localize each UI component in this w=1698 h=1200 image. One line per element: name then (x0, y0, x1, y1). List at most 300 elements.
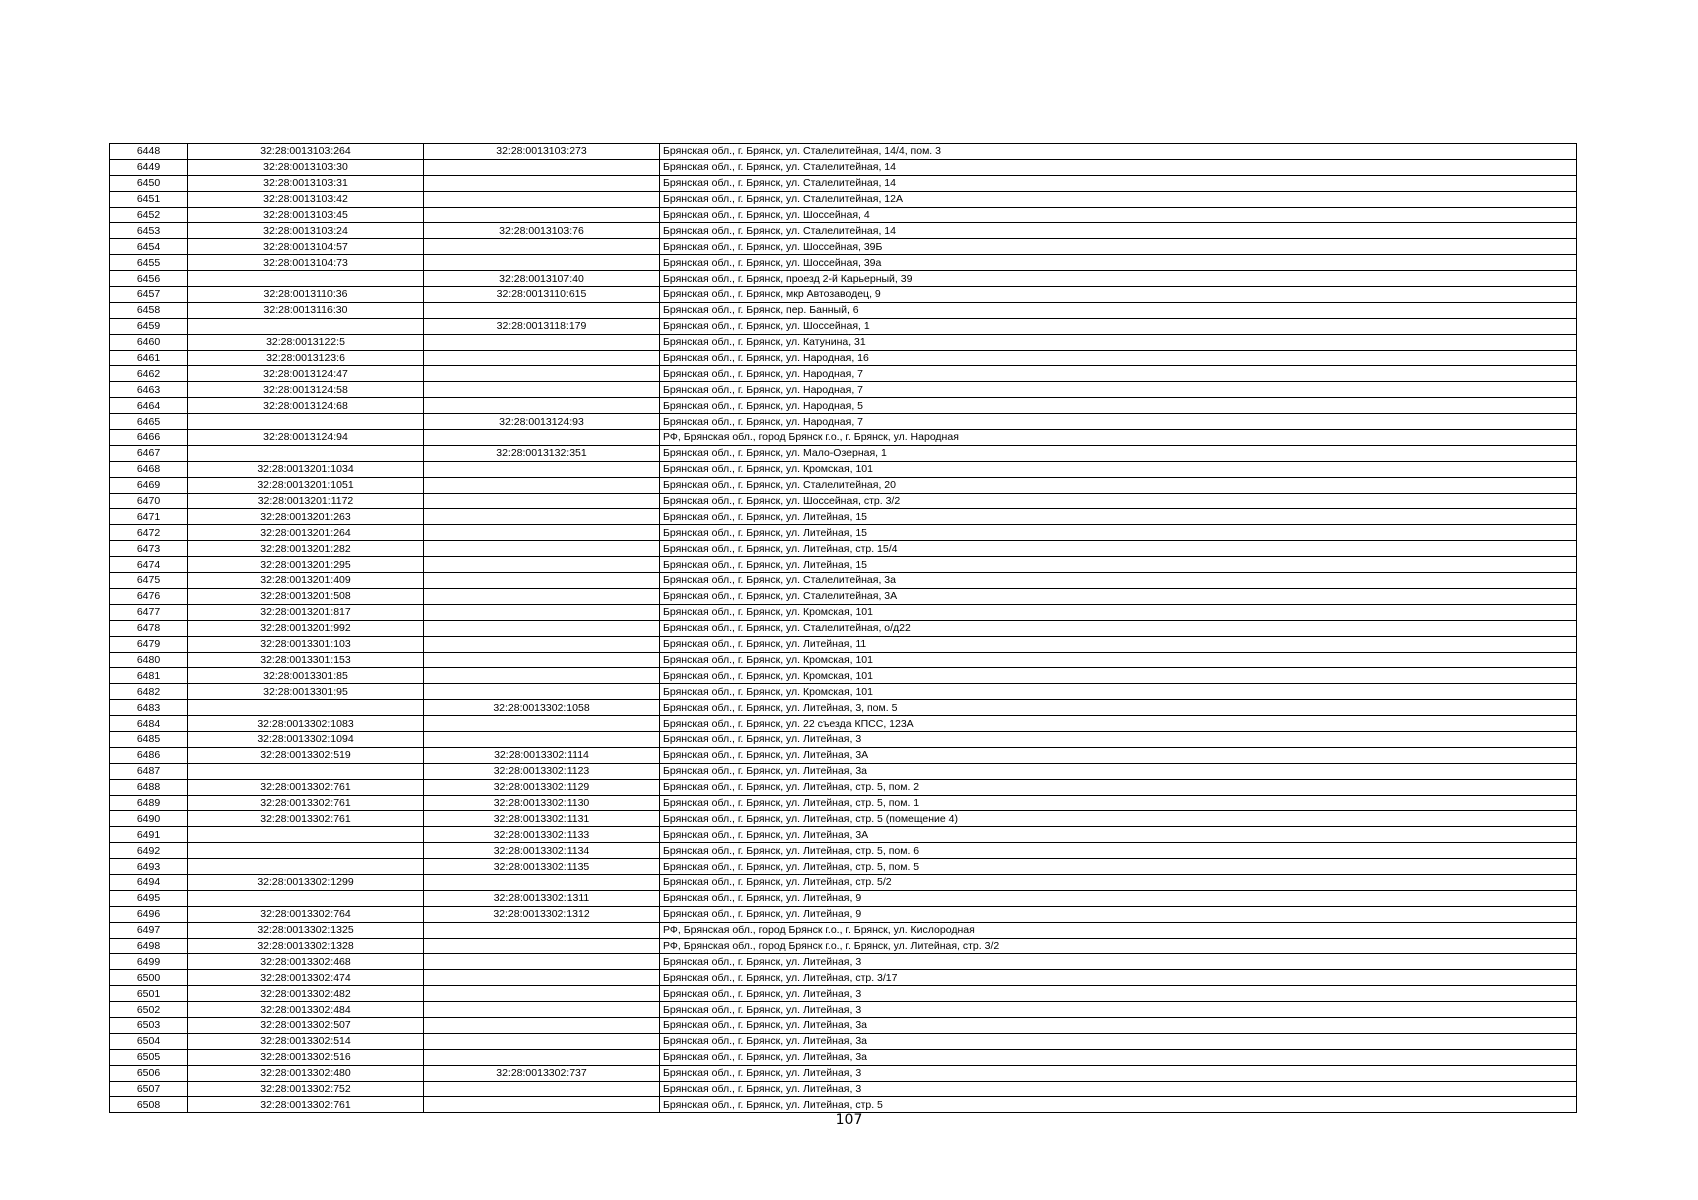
address-cell: Брянская обл., г. Брянск, ул. Литейная, стр. 5, пом. 1 (660, 795, 1577, 811)
object-cadastral-number-cell (424, 922, 660, 938)
address-cell: Брянская обл., г. Брянск, ул. Литейная, стр. 3/17 (660, 970, 1577, 986)
table-row (110, 255, 1577, 271)
object-cadastral-number-cell: 32:28:0013302:1058 (424, 700, 660, 716)
parcel-cadastral-number-cell: 32:28:0013302:761 (188, 1097, 424, 1113)
parcel-cadastral-number-cell: 32:28:0013201:282 (188, 541, 424, 557)
address-cell: Брянская обл., г. Брянск, ул. Литейная, 3а (660, 1049, 1577, 1065)
row-number-cell: 6508 (110, 1097, 188, 1113)
parcel-cadastral-number-cell: 32:28:0013103:30 (188, 159, 424, 175)
parcel-cadastral-number-cell: 32:28:0013201:508 (188, 588, 424, 604)
object-cadastral-number-cell: 32:28:0013302:1134 (424, 843, 660, 859)
object-cadastral-number-cell (424, 1097, 660, 1113)
address-cell: Брянская обл., г. Брянск, ул. Литейная, 9 (660, 906, 1577, 922)
parcel-cadastral-number-cell: 32:28:0013103:264 (188, 144, 424, 160)
parcel-cadastral-number-cell (188, 700, 424, 716)
row-number-cell: 6469 (110, 477, 188, 493)
table-row (110, 334, 1577, 350)
object-cadastral-number-cell: 32:28:0013302:737 (424, 1065, 660, 1081)
object-cadastral-number-cell (424, 652, 660, 668)
object-cadastral-number-cell (424, 716, 660, 732)
object-cadastral-number-cell: 32:28:0013302:1123 (424, 763, 660, 779)
parcel-cadastral-number-cell: 32:28:0013302:761 (188, 811, 424, 827)
table-row (110, 684, 1577, 700)
table-row (110, 302, 1577, 318)
parcel-cadastral-number-cell (188, 318, 424, 334)
object-cadastral-number-cell (424, 874, 660, 890)
parcel-cadastral-number-cell: 32:28:0013302:764 (188, 906, 424, 922)
table-row (110, 700, 1577, 716)
parcel-cadastral-number-cell: 32:28:0013124:68 (188, 398, 424, 414)
table-row (110, 541, 1577, 557)
object-cadastral-number-cell: 32:28:0013124:93 (424, 414, 660, 430)
address-cell: Брянская обл., г. Брянск, мкр Автозаводец, 9 (660, 287, 1577, 303)
parcel-cadastral-number-cell: 32:28:0013302:1299 (188, 874, 424, 890)
object-cadastral-number-cell: 32:28:0013302:1311 (424, 890, 660, 906)
object-cadastral-number-cell: 32:28:0013103:273 (424, 144, 660, 160)
address-cell: Брянская обл., г. Брянск, ул. Народная, 16 (660, 350, 1577, 366)
table-row (110, 779, 1577, 795)
table-row (110, 271, 1577, 287)
object-cadastral-number-cell (424, 588, 660, 604)
row-number-cell: 6491 (110, 827, 188, 843)
row-number-cell: 6456 (110, 271, 188, 287)
address-cell: Брянская обл., г. Брянск, ул. Шоссейная, стр. 3/2 (660, 493, 1577, 509)
table-row (110, 938, 1577, 954)
parcel-cadastral-number-cell: 32:28:0013201:295 (188, 557, 424, 573)
parcel-cadastral-number-cell: 32:28:0013302:516 (188, 1049, 424, 1065)
row-number-cell: 6485 (110, 731, 188, 747)
row-number-cell: 6472 (110, 525, 188, 541)
parcel-cadastral-number-cell: 32:28:0013302:1094 (188, 731, 424, 747)
parcel-cadastral-number-cell: 32:28:0013201:1051 (188, 477, 424, 493)
parcel-cadastral-number-cell (188, 890, 424, 906)
row-number-cell: 6470 (110, 493, 188, 509)
row-number-cell: 6493 (110, 859, 188, 875)
table-row (110, 1002, 1577, 1018)
row-number-cell: 6487 (110, 763, 188, 779)
parcel-cadastral-number-cell: 32:28:0013123:6 (188, 350, 424, 366)
table-row (110, 493, 1577, 509)
row-number-cell: 6480 (110, 652, 188, 668)
parcel-cadastral-number-cell: 32:28:0013302:761 (188, 795, 424, 811)
address-cell: РФ, Брянская обл., город Брянск г.о., г. Брянск, ул. Народная (660, 430, 1577, 446)
object-cadastral-number-cell (424, 541, 660, 557)
row-number-cell: 6481 (110, 668, 188, 684)
parcel-cadastral-number-cell: 32:28:0013302:474 (188, 970, 424, 986)
parcel-cadastral-number-cell: 32:28:0013302:468 (188, 954, 424, 970)
address-cell: Брянская обл., г. Брянск, ул. Литейная, 15 (660, 509, 1577, 525)
parcel-cadastral-number-cell: 32:28:0013302:482 (188, 986, 424, 1002)
parcel-cadastral-number-cell (188, 843, 424, 859)
parcel-cadastral-number-cell: 32:28:0013302:507 (188, 1017, 424, 1033)
object-cadastral-number-cell: 32:28:0013107:40 (424, 271, 660, 287)
object-cadastral-number-cell (424, 1049, 660, 1065)
table-row (110, 509, 1577, 525)
parcel-cadastral-number-cell: 32:28:0013122:5 (188, 334, 424, 350)
row-number-cell: 6477 (110, 604, 188, 620)
object-cadastral-number-cell (424, 525, 660, 541)
address-cell: РФ, Брянская обл., город Брянск г.о., г. Брянск, ул. Литейная, стр. 3/2 (660, 938, 1577, 954)
object-cadastral-number-cell: 32:28:0013302:1129 (424, 779, 660, 795)
table-row (110, 827, 1577, 843)
parcel-cadastral-number-cell: 32:28:0013302:1083 (188, 716, 424, 732)
address-cell: Брянская обл., г. Брянск, ул. Литейная, 11 (660, 636, 1577, 652)
table-row (110, 859, 1577, 875)
table-row (110, 191, 1577, 207)
table-row (110, 525, 1577, 541)
object-cadastral-number-cell: 32:28:0013302:1135 (424, 859, 660, 875)
address-cell: Брянская обл., г. Брянск, ул. Народная, 5 (660, 398, 1577, 414)
address-cell: Брянская обл., г. Брянск, ул. Сталелитейная, 14 (660, 175, 1577, 191)
object-cadastral-number-cell (424, 493, 660, 509)
table-row (110, 144, 1577, 160)
object-cadastral-number-cell (424, 636, 660, 652)
row-number-cell: 6490 (110, 811, 188, 827)
address-cell: Брянская обл., г. Брянск, ул. Кромская, 101 (660, 604, 1577, 620)
address-cell: Брянская обл., г. Брянск, ул. Шоссейная, 39Б (660, 239, 1577, 255)
parcel-cadastral-number-cell (188, 859, 424, 875)
address-cell: Брянская обл., г. Брянск, ул. Литейная, 3А (660, 747, 1577, 763)
row-number-cell: 6459 (110, 318, 188, 334)
table-row (110, 1081, 1577, 1097)
row-number-cell: 6501 (110, 986, 188, 1002)
object-cadastral-number-cell (424, 159, 660, 175)
address-cell: Брянская обл., г. Брянск, ул. Сталелитейная, 12А (660, 191, 1577, 207)
row-number-cell: 6488 (110, 779, 188, 795)
table-row (110, 318, 1577, 334)
address-cell: Брянская обл., г. Брянск, ул. Народная, 7 (660, 382, 1577, 398)
table-row (110, 175, 1577, 191)
table-row (110, 430, 1577, 446)
table-row (110, 239, 1577, 255)
table-row (110, 668, 1577, 684)
table-row (110, 747, 1577, 763)
parcel-cadastral-number-cell: 32:28:0013124:58 (188, 382, 424, 398)
row-number-cell: 6500 (110, 970, 188, 986)
row-number-cell: 6499 (110, 954, 188, 970)
row-number-cell: 6482 (110, 684, 188, 700)
row-number-cell: 6457 (110, 287, 188, 303)
address-cell: Брянская обл., г. Брянск, ул. Мало-Озерная, 1 (660, 445, 1577, 461)
object-cadastral-number-cell (424, 207, 660, 223)
table-row (110, 366, 1577, 382)
table-row (110, 811, 1577, 827)
row-number-cell: 6465 (110, 414, 188, 430)
object-cadastral-number-cell (424, 573, 660, 589)
object-cadastral-number-cell (424, 430, 660, 446)
parcel-cadastral-number-cell (188, 414, 424, 430)
row-number-cell: 6462 (110, 366, 188, 382)
table-row (110, 1049, 1577, 1065)
object-cadastral-number-cell (424, 668, 660, 684)
parcel-cadastral-number-cell (188, 827, 424, 843)
table-row (110, 604, 1577, 620)
row-number-cell: 6453 (110, 223, 188, 239)
table-row (110, 1097, 1577, 1113)
address-cell: Брянская обл., г. Брянск, ул. Литейная, 15 (660, 557, 1577, 573)
page-number: 107 (835, 1112, 863, 1128)
registry-table-body (110, 144, 1577, 1113)
object-cadastral-number-cell (424, 970, 660, 986)
row-number-cell: 6492 (110, 843, 188, 859)
table-row (110, 350, 1577, 366)
row-number-cell: 6498 (110, 938, 188, 954)
table-row (110, 731, 1577, 747)
table-row (110, 652, 1577, 668)
object-cadastral-number-cell: 32:28:0013103:76 (424, 223, 660, 239)
object-cadastral-number-cell (424, 986, 660, 1002)
table-row (110, 207, 1577, 223)
parcel-cadastral-number-cell: 32:28:0013302:484 (188, 1002, 424, 1018)
address-cell: Брянская обл., г. Брянск, ул. Литейная, стр. 5, пом. 5 (660, 859, 1577, 875)
row-number-cell: 6449 (110, 159, 188, 175)
row-number-cell: 6505 (110, 1049, 188, 1065)
address-cell: Брянская обл., г. Брянск, проезд 2-й Карьерный, 39 (660, 271, 1577, 287)
parcel-cadastral-number-cell: 32:28:0013301:95 (188, 684, 424, 700)
object-cadastral-number-cell (424, 239, 660, 255)
address-cell: Брянская обл., г. Брянск, ул. Литейная, 15 (660, 525, 1577, 541)
object-cadastral-number-cell (424, 477, 660, 493)
object-cadastral-number-cell (424, 255, 660, 271)
object-cadastral-number-cell: 32:28:0013110:615 (424, 287, 660, 303)
object-cadastral-number-cell (424, 684, 660, 700)
row-number-cell: 6506 (110, 1065, 188, 1081)
address-cell: Брянская обл., г. Брянск, ул. Литейная, 9 (660, 890, 1577, 906)
parcel-cadastral-number-cell: 32:28:0013201:264 (188, 525, 424, 541)
parcel-cadastral-number-cell: 32:28:0013201:992 (188, 620, 424, 636)
address-cell: Брянская обл., г. Брянск, ул. Литейная, 3 (660, 1081, 1577, 1097)
row-number-cell: 6478 (110, 620, 188, 636)
cadastral-registry-table (109, 143, 1577, 1113)
parcel-cadastral-number-cell: 32:28:0013116:30 (188, 302, 424, 318)
address-cell: Брянская обл., г. Брянск, ул. Литейная, 3а (660, 763, 1577, 779)
parcel-cadastral-number-cell: 32:28:0013302:514 (188, 1033, 424, 1049)
row-number-cell: 6503 (110, 1017, 188, 1033)
table-row (110, 954, 1577, 970)
address-cell: Брянская обл., г. Брянск, ул. Литейная, стр. 5 (помещение 4) (660, 811, 1577, 827)
address-cell: Брянская обл., г. Брянск, ул. Литейная, 3А (660, 827, 1577, 843)
address-cell: Брянская обл., г. Брянск, ул. Шоссейная, 1 (660, 318, 1577, 334)
parcel-cadastral-number-cell: 32:28:0013201:263 (188, 509, 424, 525)
table-row (110, 557, 1577, 573)
object-cadastral-number-cell (424, 461, 660, 477)
row-number-cell: 6448 (110, 144, 188, 160)
address-cell: Брянская обл., г. Брянск, ул. Литейная, 3а (660, 1017, 1577, 1033)
table-row (110, 922, 1577, 938)
table-row (110, 795, 1577, 811)
parcel-cadastral-number-cell: 32:28:0013104:57 (188, 239, 424, 255)
table-row (110, 414, 1577, 430)
row-number-cell: 6451 (110, 191, 188, 207)
table-row (110, 1065, 1577, 1081)
address-cell: Брянская обл., г. Брянск, ул. Катунина, 31 (660, 334, 1577, 350)
address-cell: Брянская обл., г. Брянск, ул. Кромская, 101 (660, 684, 1577, 700)
row-number-cell: 6454 (110, 239, 188, 255)
object-cadastral-number-cell (424, 731, 660, 747)
parcel-cadastral-number-cell (188, 763, 424, 779)
row-number-cell: 6461 (110, 350, 188, 366)
address-cell: Брянская обл., г. Брянск, ул. Литейная, стр. 5, пом. 6 (660, 843, 1577, 859)
object-cadastral-number-cell (424, 620, 660, 636)
object-cadastral-number-cell: 32:28:0013302:1114 (424, 747, 660, 763)
parcel-cadastral-number-cell: 32:28:0013104:73 (188, 255, 424, 271)
address-cell: Брянская обл., г. Брянск, ул. Шоссейная, 4 (660, 207, 1577, 223)
address-cell: Брянская обл., г. Брянск, ул. Сталелитейная, 14 (660, 159, 1577, 175)
parcel-cadastral-number-cell: 32:28:0013302:480 (188, 1065, 424, 1081)
address-cell: Брянская обл., г. Брянск, ул. Литейная, стр. 15/4 (660, 541, 1577, 557)
row-number-cell: 6507 (110, 1081, 188, 1097)
address-cell: Брянская обл., г. Брянск, ул. Литейная, стр. 5/2 (660, 874, 1577, 890)
table-row (110, 287, 1577, 303)
address-cell: Брянская обл., г. Брянск, ул. Литейная, 3 (660, 954, 1577, 970)
object-cadastral-number-cell (424, 1017, 660, 1033)
row-number-cell: 6467 (110, 445, 188, 461)
address-cell: Брянская обл., г. Брянск, ул. 22 съезда КПСС, 123А (660, 716, 1577, 732)
object-cadastral-number-cell (424, 334, 660, 350)
row-number-cell: 6504 (110, 1033, 188, 1049)
parcel-cadastral-number-cell: 32:28:0013201:817 (188, 604, 424, 620)
table-row (110, 716, 1577, 732)
row-number-cell: 6464 (110, 398, 188, 414)
parcel-cadastral-number-cell: 32:28:0013302:1325 (188, 922, 424, 938)
object-cadastral-number-cell (424, 398, 660, 414)
parcel-cadastral-number-cell: 32:28:0013110:36 (188, 287, 424, 303)
object-cadastral-number-cell: 32:28:0013118:179 (424, 318, 660, 334)
table-row (110, 223, 1577, 239)
address-cell: РФ, Брянская обл., город Брянск г.о., г. Брянск, ул. Кислородная (660, 922, 1577, 938)
row-number-cell: 6473 (110, 541, 188, 557)
table-row (110, 970, 1577, 986)
table-row (110, 573, 1577, 589)
row-number-cell: 6479 (110, 636, 188, 652)
address-cell: Брянская обл., г. Брянск, ул. Литейная, 3 (660, 1002, 1577, 1018)
table-row (110, 477, 1577, 493)
parcel-cadastral-number-cell (188, 271, 424, 287)
table-row (110, 763, 1577, 779)
table-row (110, 986, 1577, 1002)
parcel-cadastral-number-cell: 32:28:0013124:94 (188, 430, 424, 446)
address-cell: Брянская обл., г. Брянск, ул. Кромская, 101 (660, 461, 1577, 477)
table-row (110, 1017, 1577, 1033)
address-cell: Брянская обл., г. Брянск, ул. Литейная, 3а (660, 1033, 1577, 1049)
parcel-cadastral-number-cell: 32:28:0013301:85 (188, 668, 424, 684)
object-cadastral-number-cell (424, 350, 660, 366)
object-cadastral-number-cell (424, 557, 660, 573)
object-cadastral-number-cell (424, 191, 660, 207)
table-row (110, 382, 1577, 398)
object-cadastral-number-cell (424, 938, 660, 954)
row-number-cell: 6495 (110, 890, 188, 906)
address-cell: Брянская обл., г. Брянск, ул. Сталелитейная, о/д22 (660, 620, 1577, 636)
object-cadastral-number-cell (424, 1081, 660, 1097)
row-number-cell: 6455 (110, 255, 188, 271)
table-row (110, 461, 1577, 477)
table-row (110, 445, 1577, 461)
parcel-cadastral-number-cell: 32:28:0013103:31 (188, 175, 424, 191)
table-row (110, 1033, 1577, 1049)
object-cadastral-number-cell: 32:28:0013302:1133 (424, 827, 660, 843)
table-row (110, 159, 1577, 175)
row-number-cell: 6502 (110, 1002, 188, 1018)
row-number-cell: 6496 (110, 906, 188, 922)
address-cell: Брянская обл., г. Брянск, ул. Сталелитейная, 14/4, пом. 3 (660, 144, 1577, 160)
object-cadastral-number-cell (424, 302, 660, 318)
object-cadastral-number-cell (424, 509, 660, 525)
object-cadastral-number-cell (424, 954, 660, 970)
parcel-cadastral-number-cell: 32:28:0013302:519 (188, 747, 424, 763)
table-row (110, 843, 1577, 859)
table-row (110, 588, 1577, 604)
parcel-cadastral-number-cell: 32:28:0013103:45 (188, 207, 424, 223)
row-number-cell: 6452 (110, 207, 188, 223)
table-row (110, 620, 1577, 636)
parcel-cadastral-number-cell: 32:28:0013124:47 (188, 366, 424, 382)
object-cadastral-number-cell (424, 1002, 660, 1018)
address-cell: Брянская обл., г. Брянск, ул. Литейная, 3 (660, 1065, 1577, 1081)
address-cell: Брянская обл., г. Брянск, ул. Литейная, 3, пом. 5 (660, 700, 1577, 716)
object-cadastral-number-cell (424, 604, 660, 620)
address-cell: Брянская обл., г. Брянск, пер. Банный, 6 (660, 302, 1577, 318)
parcel-cadastral-number-cell: 32:28:0013201:1172 (188, 493, 424, 509)
row-number-cell: 6460 (110, 334, 188, 350)
address-cell: Брянская обл., г. Брянск, ул. Шоссейная, 39а (660, 255, 1577, 271)
row-number-cell: 6466 (110, 430, 188, 446)
table-row (110, 874, 1577, 890)
address-cell: Брянская обл., г. Брянск, ул. Народная, 7 (660, 414, 1577, 430)
row-number-cell: 6458 (110, 302, 188, 318)
address-cell: Брянская обл., г. Брянск, ул. Кромская, 101 (660, 652, 1577, 668)
parcel-cadastral-number-cell: 32:28:0013302:1328 (188, 938, 424, 954)
object-cadastral-number-cell (424, 382, 660, 398)
address-cell: Брянская обл., г. Брянск, ул. Сталелитейная, 14 (660, 223, 1577, 239)
address-cell: Брянская обл., г. Брянск, ул. Литейная, 3 (660, 986, 1577, 1002)
row-number-cell: 6484 (110, 716, 188, 732)
row-number-cell: 6450 (110, 175, 188, 191)
table-row (110, 398, 1577, 414)
row-number-cell: 6471 (110, 509, 188, 525)
object-cadastral-number-cell (424, 366, 660, 382)
address-cell: Брянская обл., г. Брянск, ул. Сталелитейная, 20 (660, 477, 1577, 493)
object-cadastral-number-cell: 32:28:0013302:1130 (424, 795, 660, 811)
row-number-cell: 6476 (110, 588, 188, 604)
object-cadastral-number-cell: 32:28:0013302:1131 (424, 811, 660, 827)
table-row (110, 906, 1577, 922)
parcel-cadastral-number-cell: 32:28:0013302:752 (188, 1081, 424, 1097)
address-cell: Брянская обл., г. Брянск, ул. Народная, 7 (660, 366, 1577, 382)
row-number-cell: 6474 (110, 557, 188, 573)
parcel-cadastral-number-cell: 32:28:0013201:409 (188, 573, 424, 589)
parcel-cadastral-number-cell: 32:28:0013103:42 (188, 191, 424, 207)
row-number-cell: 6463 (110, 382, 188, 398)
parcel-cadastral-number-cell: 32:28:0013201:1034 (188, 461, 424, 477)
row-number-cell: 6494 (110, 874, 188, 890)
address-cell: Брянская обл., г. Брянск, ул. Сталелитейная, 3А (660, 588, 1577, 604)
table-row (110, 890, 1577, 906)
address-cell: Брянская обл., г. Брянск, ул. Кромская, 101 (660, 668, 1577, 684)
address-cell: Брянская обл., г. Брянск, ул. Литейная, 3 (660, 731, 1577, 747)
row-number-cell: 6475 (110, 573, 188, 589)
object-cadastral-number-cell: 32:28:0013302:1312 (424, 906, 660, 922)
row-number-cell: 6468 (110, 461, 188, 477)
parcel-cadastral-number-cell: 32:28:0013302:761 (188, 779, 424, 795)
object-cadastral-number-cell (424, 175, 660, 191)
address-cell: Брянская обл., г. Брянск, ул. Литейная, стр. 5, пом. 2 (660, 779, 1577, 795)
row-number-cell: 6486 (110, 747, 188, 763)
address-cell: Брянская обл., г. Брянск, ул. Литейная, стр. 5 (660, 1097, 1577, 1113)
object-cadastral-number-cell (424, 1033, 660, 1049)
parcel-cadastral-number-cell (188, 445, 424, 461)
parcel-cadastral-number-cell: 32:28:0013301:103 (188, 636, 424, 652)
